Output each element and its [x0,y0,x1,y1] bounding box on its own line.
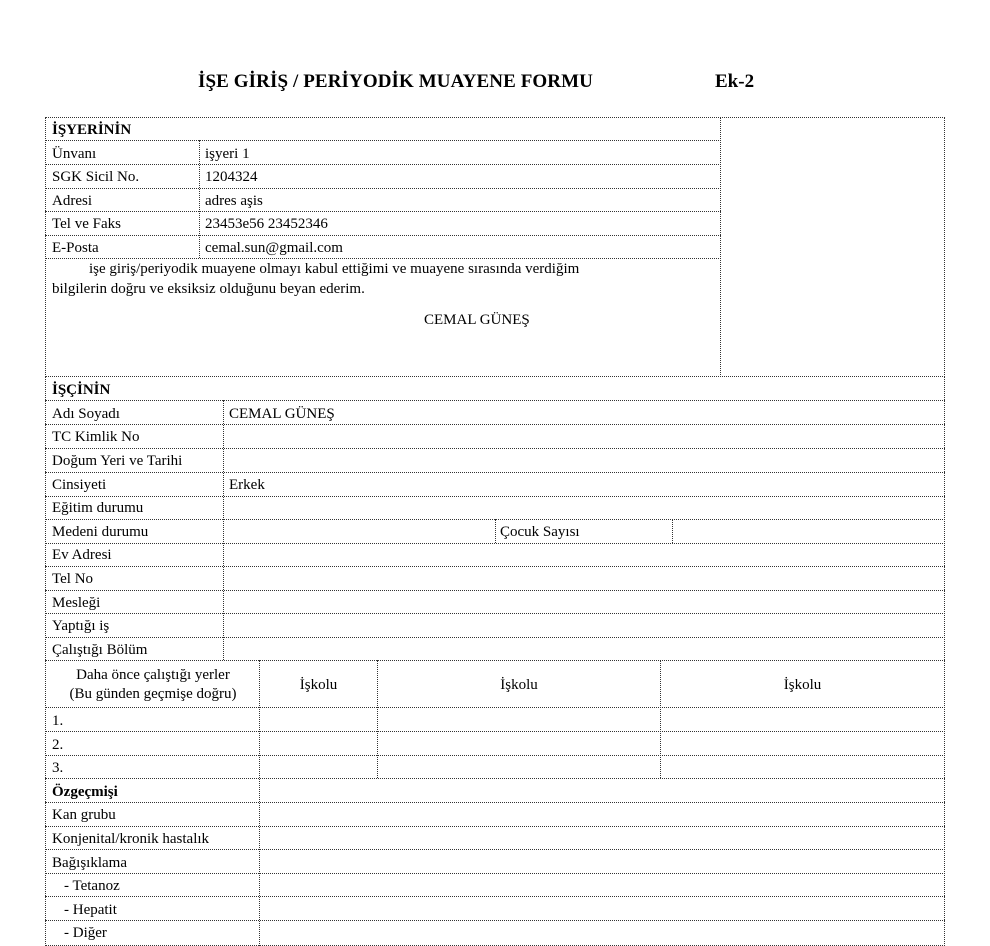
previous-jobs-column-2: İşkolu [500,677,538,693]
home-address-label: Ev Adresi [52,547,112,563]
birth-place-date-label: Doğum Yeri ve Tarihi [52,453,183,469]
department-label: Çalıştığı Bölüm [52,642,148,658]
tc-id-label: TC Kimlik No [52,429,140,445]
declaration-signature-name: CEMAL GÜNEŞ [424,312,530,328]
address-label: Adresi [52,193,92,209]
gender-value[interactable]: Erkek [229,477,265,493]
tetanus-label: - Tetanoz [64,878,120,894]
address-value[interactable]: adres aşis [205,193,263,209]
chronic-disease-label: Konjenital/kronik hastalık [52,831,210,847]
employer-section-title: İŞYERİNİN [52,122,132,138]
previous-jobs-column-1: İşkolu [299,677,338,693]
previous-jobs-header-line-1: Daha önce çalıştığı yerler [76,667,230,683]
child-count-label: Çocuk Sayısı [500,524,580,540]
history-section-title: Özgeçmişi [52,784,118,800]
previous-job-row-1: 1. [52,713,64,729]
employer-box [45,117,721,377]
education-label: Eğitim durumu [52,500,144,516]
form-title: İŞE GİRİŞ / PERİYODİK MUAYENE FORMU [198,71,593,92]
worker-section-title: İŞÇİNİN [52,382,111,398]
email-label: E-Posta [52,240,99,256]
occupation-label: Mesleği [52,595,101,611]
previous-jobs-column-3: İşkolu [783,677,822,693]
sgk-number-label: SGK Sicil No. [52,169,140,185]
phone-label: Tel No [52,571,94,587]
other-immunization-label: - Diğer [64,925,107,941]
immunization-label: Bağışıklama [52,855,127,871]
previous-job-row-2: 2. [52,737,64,753]
annex-label: Ek-2 [715,71,755,92]
job-done-label: Yaptığı iş [52,618,110,634]
previous-job-row-3: 3. [52,760,64,776]
hepatitis-label: - Hepatit [64,902,117,918]
marital-status-label: Medeni durumu [52,524,149,540]
sgk-number-value[interactable]: 1204324 [205,169,258,185]
name-label: Adı Soyadı [52,406,120,422]
blood-group-label: Kan grubu [52,807,116,823]
gender-label: Cinsiyeti [52,477,107,493]
previous-jobs-header-line-2: (Bu günden geçmişe doğru) [69,686,237,702]
email-value[interactable]: cemal.sun@gmail.com [205,240,343,256]
declaration-line-2: bilgilerin doğru ve eksiksiz olduğunu beyan ederim. [52,281,365,297]
photo-box [720,117,945,377]
employer-title-value[interactable]: işyeri 1 [205,146,250,162]
phone-fax-value[interactable]: 23453e56 23452346 [205,216,328,232]
employer-title-label: Ünvanı [52,146,97,162]
phone-fax-label: Tel ve Faks [52,216,121,232]
name-value[interactable]: CEMAL GÜNEŞ [229,406,335,422]
declaration-line-1: işe giriş/periyodik muayene olmayı kabul ettiğimi ve muayene sırasında verdiğim [89,261,580,277]
